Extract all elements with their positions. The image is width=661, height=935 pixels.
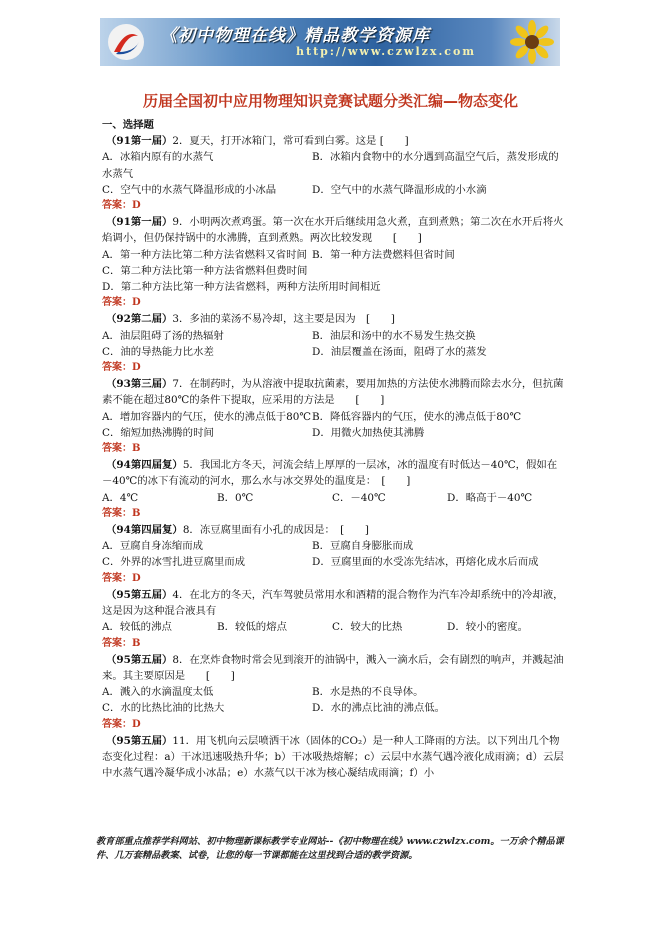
question-item xyxy=(102,214,564,311)
answer-option: A．溅入的水滴温度太低 xyxy=(102,686,214,699)
answer-option: D．油层覆盖在汤面，阻碍了水的蒸发 xyxy=(312,345,487,358)
contest-tag: （95第五届） xyxy=(106,588,173,601)
answer-option: B．降低容器内的气压，使水的沸点低于80℃ xyxy=(312,410,522,423)
answer-key: 答案：D xyxy=(102,572,141,584)
answer-option: B．0℃ xyxy=(217,491,254,504)
answer-option: D．空气中的水蒸气降温形成的小水滴 xyxy=(312,183,487,196)
answer-option: A．油层阻碍了汤的热辐射 xyxy=(102,329,224,342)
question-item xyxy=(102,733,564,782)
banner-title: 《初中物理在线》精品教学资源库 xyxy=(160,26,430,46)
answer-option: A．豆腐自身冻缩而成 xyxy=(102,540,204,553)
answer-option: C．水的比热比油的比热大 xyxy=(102,702,225,715)
answer-option: B．第一种方法费燃料但省时间 xyxy=(312,248,455,261)
section-heading: 一、选择题 xyxy=(102,119,154,131)
option-row xyxy=(102,425,564,441)
option-row xyxy=(102,700,564,716)
answer-option: D．较小的密度。 xyxy=(447,621,529,634)
answer-option: C．－40℃ xyxy=(332,491,386,504)
option-row xyxy=(102,538,564,554)
answer-option: C．较大的比热 xyxy=(332,621,403,634)
question-stem xyxy=(102,457,564,489)
question-text: 3．多油的菜汤不易冷却，这主要是因为 [ ] xyxy=(172,313,395,326)
answer-option: B．较低的熔点 xyxy=(217,621,287,634)
question-stem xyxy=(102,133,564,149)
answer-option: D．豆腐里面的水受冻先结冰，再熔化成水后而成 xyxy=(312,556,539,569)
answer-option: B．冰箱内食物中的水分遇到高温空气后，蒸发形成的水蒸气 xyxy=(102,151,559,180)
document-title: 历届全国初中应用物理知识竞赛试题分类汇编—物态变化 xyxy=(142,92,518,110)
question-item xyxy=(102,457,564,522)
contest-tag: （95第五届） xyxy=(106,734,173,747)
question-stem xyxy=(102,587,564,619)
question-stem xyxy=(102,214,564,246)
question-stem xyxy=(102,522,564,538)
answer-key: 答案：D xyxy=(102,718,141,730)
answer-key: 答案：D xyxy=(102,200,141,212)
contest-tag: （91第一届） xyxy=(106,216,173,229)
contest-tag: （95第五届） xyxy=(106,653,173,666)
option-row xyxy=(102,149,564,181)
question-item xyxy=(102,133,564,214)
answer-option: A．第一种方法比第二种方法省燃料又省时间 xyxy=(102,248,307,261)
question-text: 9．小明两次煮鸡蛋。第一次在水开后继续用急火煮，直到煮熟；第二次在水开后将火焰调小，但仍保持锅中的水沸腾，直到煮熟。两次比较发现 [ ] xyxy=(102,216,564,245)
option-row xyxy=(102,247,564,263)
question-text: 8．冻豆腐里面有小孔的成因是： [ ] xyxy=(182,524,369,537)
atom-swirl-logo xyxy=(106,22,146,62)
answer-option: A．冰箱内原有的水蒸气 xyxy=(102,151,214,164)
question-text: 5．我国北方冬天，河流会结上厚厚的一层冰，冰的温度有时低达－40℃，假如在－40℃的冰下有流动的河水，那么水与冰交界处的温度是： [ ] xyxy=(102,459,558,488)
option-row xyxy=(102,182,564,198)
option-row xyxy=(102,328,564,344)
page-footer: 教育部重点推荐学科网站、初中物理新课标教学专业网站--《初中物理在线》www.czwlzx.com。一万余个精品课件、几万套精品教案、试卷，让您的每一节课都能在这里找到合适的教学资源。 xyxy=(96,836,564,861)
question-text: 7．在制药时，为从溶液中提取抗菌素，要用加热的方法使水沸腾而除去水分，但抗菌素不能在超过80℃的条件下提取，应采用的方法是 [ ] xyxy=(102,378,564,407)
question-item xyxy=(102,376,564,457)
answer-key: 答案：D xyxy=(102,362,141,374)
question-item xyxy=(102,522,564,587)
contest-tag: （93第三届） xyxy=(106,378,173,391)
question-item xyxy=(102,587,564,652)
answer-option: C．油的导热能力比水差 xyxy=(102,345,214,358)
contest-tag: （92第二届） xyxy=(106,313,173,326)
answer-option: D．略高于－40℃ xyxy=(447,491,533,504)
question-list xyxy=(102,117,564,781)
question-text: 2．夏天，打开冰箱门，常可看到白雾。这是 [ ] xyxy=(172,135,409,148)
answer-key: 答案：B xyxy=(102,637,141,649)
contest-tag: （94第四届复） xyxy=(106,459,183,472)
question-text: 4．在北方的冬天，汽车驾驶员常用水和酒精的混合物作为汽车冷却系统中的冷却液，这是因为这种混合液具有 xyxy=(102,588,564,618)
option-row xyxy=(102,619,564,635)
question-stem xyxy=(102,733,564,782)
option-row xyxy=(102,263,564,279)
answer-option: A．增加容器内的气压，使水的沸点低于80℃ xyxy=(102,410,311,423)
question-item xyxy=(102,311,564,376)
answer-option: B．水是热的不良导体。 xyxy=(312,686,424,699)
answer-option: D．用微火加热使其沸腾 xyxy=(312,426,425,439)
option-row xyxy=(102,409,564,425)
answer-option: A．较低的沸点 xyxy=(102,621,172,634)
question-text: 8．在烹炸食物时常会见到滚开的油锅中，溅入一滴水后，会有剧烈的响声，并溅起油来。其主要原因是 [ ] xyxy=(102,653,564,682)
header-banner xyxy=(100,18,560,66)
answer-option: C．外界的冰雪扎进豆腐里而成 xyxy=(102,556,246,569)
answer-option: D．水的沸点比油的沸点低。 xyxy=(312,702,446,715)
option-row xyxy=(102,684,564,700)
answer-option: C．空气中的水蒸气降温形成的小冰晶 xyxy=(102,183,277,196)
answer-option: D．第二种方法比第一种方法省燃料，两种方法所用时间相近 xyxy=(102,281,381,294)
option-row xyxy=(102,554,564,570)
question-stem xyxy=(102,376,564,408)
option-row xyxy=(102,344,564,360)
question-stem xyxy=(102,652,564,684)
question-item xyxy=(102,652,564,733)
question-stem xyxy=(102,311,564,327)
answer-option: A．4℃ xyxy=(102,491,139,504)
contest-tag: （91第一届） xyxy=(106,135,173,148)
answer-option: C．缩短加热沸腾的时间 xyxy=(102,426,214,439)
banner-url[interactable]: http://www.czwlzx.com xyxy=(296,45,476,58)
question-text: 11．用飞机向云层喷洒干冰（固体的CO₂）是一种人工降雨的方法。以下列出几个物态变化过程：a）干冰迅速吸热升华；b）干冰吸热熔解；c）云层中水蒸气遇冷液化成雨滴；d）云层中水蒸气遇冷凝华成小冰晶；e）水蒸气以干冰为核心凝结成雨滴；f）小 xyxy=(102,734,564,780)
answer-key: 答案：D xyxy=(102,297,141,309)
answer-option: B．豆腐自身膨胀而成 xyxy=(312,540,414,553)
option-row xyxy=(102,279,564,295)
sunflower-icon xyxy=(510,20,554,64)
contest-tag: （94第四届复） xyxy=(106,524,183,537)
option-row xyxy=(102,490,564,506)
answer-option: C．第二种方法比第一种方法省燃料但费时间 xyxy=(102,264,308,277)
answer-key: 答案：B xyxy=(102,443,141,455)
answer-option: B．油层和汤中的水不易发生热交换 xyxy=(312,329,476,342)
answer-key: 答案：B xyxy=(102,507,141,519)
